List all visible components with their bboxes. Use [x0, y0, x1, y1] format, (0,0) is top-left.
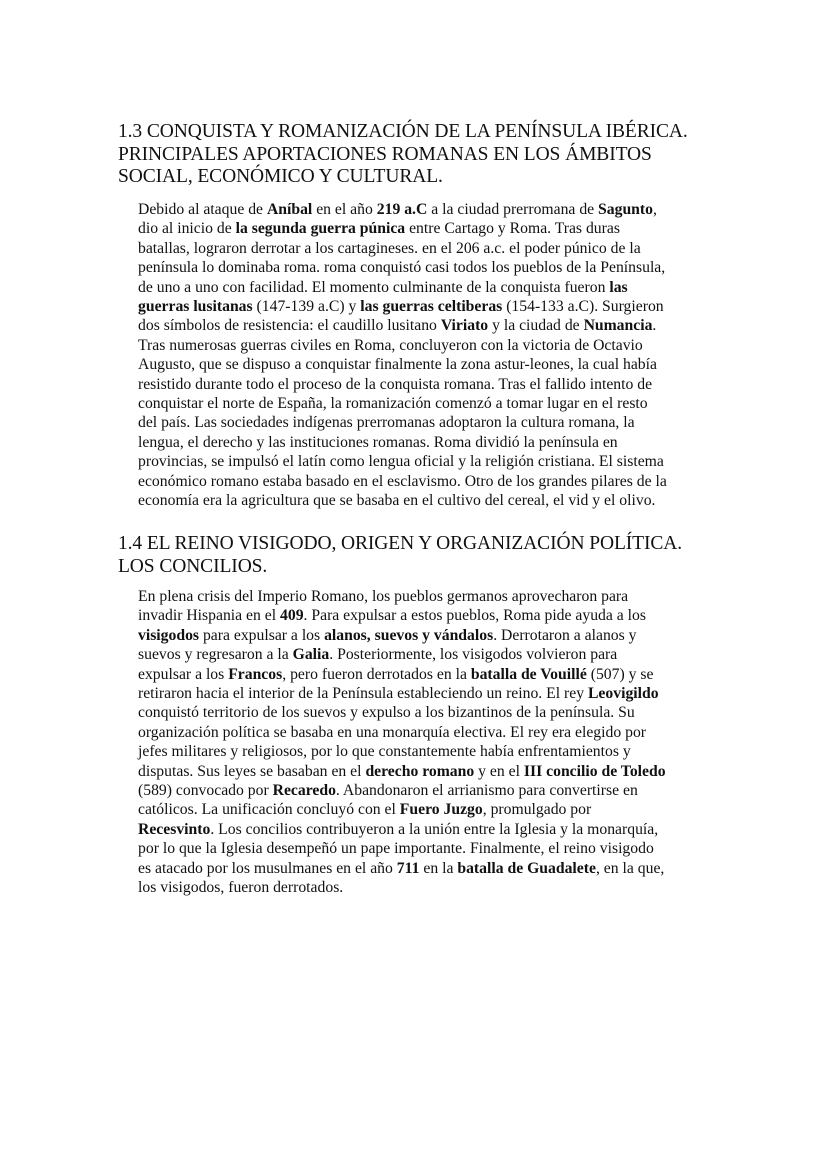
bold-term: la segunda guerra púnica [235, 220, 406, 238]
text-line [138, 413, 718, 432]
section-1-heading-line: SOCIAL, ECONÓMICO Y CULTURAL. [118, 166, 443, 187]
text-run: jefes militares y religiosos, por lo que constantemente había enfrentamientos y [138, 743, 631, 761]
text-line [138, 297, 718, 316]
bold-term: Sagunto [598, 201, 653, 218]
text-run: economía era la agricultura que se basaba en el cultivo del cereal, el vid y el olivo. [138, 492, 656, 510]
text-line [138, 703, 718, 722]
text-run: (507) y se [586, 665, 654, 683]
text-line [138, 859, 718, 878]
text-run: invadir Hispania en el [138, 607, 281, 625]
text-line [138, 258, 718, 277]
text-run: y la ciudad de [488, 317, 584, 335]
text-run: , pero fueron derrotados en la [282, 665, 471, 683]
text-run: suevos y regresaron a la [138, 646, 293, 664]
text-run: conquistar el norte de España, la romanización comenzó a tomar lugar en el resto [138, 395, 648, 413]
bold-term: visigodos [138, 626, 200, 644]
bold-term: Fuero Juzgo [399, 801, 483, 819]
bold-term: alanos, suevos y vándalos [324, 626, 494, 644]
text-run: los visigodos, fueron derrotados. [138, 879, 344, 897]
bold-term: Aníbal [266, 201, 313, 218]
text-run: entre Cartago y Roma. Tras duras [405, 220, 620, 238]
text-line [138, 355, 718, 374]
bold-term: batalla de Vouillé [470, 665, 587, 683]
text-run: conquistó territorio de los suevos y expulso a los bizantinos de la península. Su [138, 704, 635, 722]
text-run: En plena crisis del Imperio Romano, los pueblos germanos aprovecharon para [138, 588, 629, 605]
text-run: lengua, el derecho y las instituciones romanas. Roma dividió la península en [138, 433, 618, 451]
text-run: (154-133 a.C). Surgieron [502, 298, 664, 316]
text-line [138, 820, 718, 839]
text-line [138, 219, 718, 238]
text-run: . Para expulsar a estos pueblos, Roma pide ayuda a los [303, 607, 646, 625]
bold-term: Viriato [440, 317, 489, 335]
bold-term: 219 a.C [376, 201, 428, 218]
text-line [138, 762, 718, 781]
bold-term: guerras lusitanas [138, 298, 253, 316]
text-run: disputas. Sus leyes se basaban en el [138, 762, 366, 780]
text-line [138, 278, 718, 297]
text-line [138, 878, 718, 897]
text-run: península lo dominaba roma. roma conquistó casi todos los pueblos de la Península, [138, 259, 666, 277]
text-line [138, 645, 718, 664]
section-2-heading-line: LOS CONCILIOS. [118, 555, 268, 577]
text-run: de uno a uno con facilidad. El momento culminante de la conquista fueron [138, 278, 610, 296]
text-run: . Posteriormente, los visigodos volvieron para [329, 646, 618, 664]
text-line [138, 491, 718, 510]
text-run: . Los concilios contribuyeron a la unión entre la Iglesia y la monarquía, [210, 820, 659, 838]
text-run: retiraron hacia el interior de la Península estableciendo un reino. El rey [138, 685, 588, 703]
text-line [138, 452, 718, 471]
text-run: resistido durante todo el proceso de la conquista romana. Tras el fallido intento de [138, 375, 653, 393]
text-run: . Abandonaron el arrianismo para convertirse en [335, 782, 638, 800]
bold-term: batalla de Guadalete [457, 859, 596, 877]
text-run: es atacado por los musulmanes en el año [138, 859, 397, 877]
text-line [138, 375, 718, 394]
bold-term: Recaredo [272, 782, 336, 800]
text-run: a la ciudad prerromana de [427, 201, 599, 218]
bold-term: Francos [228, 665, 283, 683]
bold-term: 409 [280, 607, 304, 625]
text-run: Tras numerosas guerras civiles en Roma, concluyeron con la victoria de Octavio [138, 336, 643, 354]
text-line [138, 742, 718, 761]
section-1-heading [118, 121, 738, 189]
text-line [138, 684, 718, 703]
text-run: batallas, lograron derrotar a los cartagineses. en el 206 a.c. el poder púnico de la [138, 239, 641, 257]
bold-term: derecho romano [365, 762, 475, 780]
text-run: , promulgado por [482, 801, 592, 819]
section-2-heading-line: 1.4 EL REINO VISIGODO, ORIGEN Y ORGANIZACIÓN POLÍTICA. [118, 533, 683, 554]
text-run: económico romano estaba basado en el esclavismo. Otro de los grandes pilares de la [138, 472, 667, 490]
bold-term: Recesvinto [138, 820, 211, 838]
bold-term: las guerras celtiberas [360, 298, 503, 316]
text-line [138, 433, 718, 452]
text-line [138, 626, 718, 645]
text-line [138, 472, 718, 491]
text-run: organización política se basaba en una monarquía electiva. El rey era elegido por [138, 723, 647, 741]
text-run: dio al inicio de [138, 220, 236, 238]
text-run: dos símbolos de resistencia: el caudillo lusitano [138, 317, 441, 335]
text-line [138, 839, 718, 858]
text-run: . Derrotaron a alanos y [493, 626, 637, 644]
text-run: católicos. La unificación concluyó con el [138, 801, 400, 819]
text-run: . [652, 317, 657, 335]
text-run: (589) convocado por [138, 782, 273, 800]
text-line [138, 239, 718, 258]
text-run: (147-139 a.C) y [252, 298, 361, 316]
section-1-heading-line: PRINCIPALES APORTACIONES ROMANAS EN LOS ÁMBITOS [118, 143, 652, 165]
text-line [138, 394, 718, 413]
text-run: Debido al ataque de [138, 201, 267, 218]
text-run: , en la que, [595, 859, 665, 877]
section-1-heading-line: 1.3 CONQUISTA Y ROMANIZACIÓN DE LA PENÍNSULA IBÉRICA. [118, 121, 688, 142]
bold-term: Galia [292, 646, 330, 664]
text-line [138, 316, 718, 335]
bold-term: 711 [396, 859, 420, 877]
text-run: provincias, se impulsó el latín como lengua oficial y la religión cristiana. El sistema [138, 453, 664, 471]
text-run: por lo que la Iglesia desempeñó un pape importante. Finalmente, el reino visigodo [138, 840, 654, 858]
text-line [138, 587, 718, 606]
text-line [138, 665, 718, 684]
text-line [138, 800, 718, 819]
text-line [138, 200, 718, 219]
text-run: del país. Las sociedades indígenas prerromanas adoptaron la cultura romana, la [138, 414, 635, 432]
bold-term: III concilio de Toledo [523, 762, 666, 780]
section-1-paragraph [138, 200, 718, 511]
bold-term: Leovigildo [587, 685, 659, 703]
text-line [138, 336, 718, 355]
text-line [138, 606, 718, 625]
bold-term: las [609, 278, 628, 296]
bold-term: Numancia [583, 317, 653, 335]
text-run: en la [419, 859, 458, 877]
text-run: , [652, 201, 657, 218]
text-run: Augusto, que se dispuso a conquistar finalmente la zona astur-leones, la cual había [138, 356, 657, 374]
text-run: y en el [474, 762, 524, 780]
text-run: expulsar a los [138, 665, 229, 683]
text-line [138, 781, 718, 800]
section-2-heading [118, 533, 738, 578]
text-run: en el año [312, 201, 377, 218]
text-line [138, 723, 718, 742]
text-run: para expulsar a los [199, 626, 325, 644]
section-2-paragraph [138, 587, 718, 898]
